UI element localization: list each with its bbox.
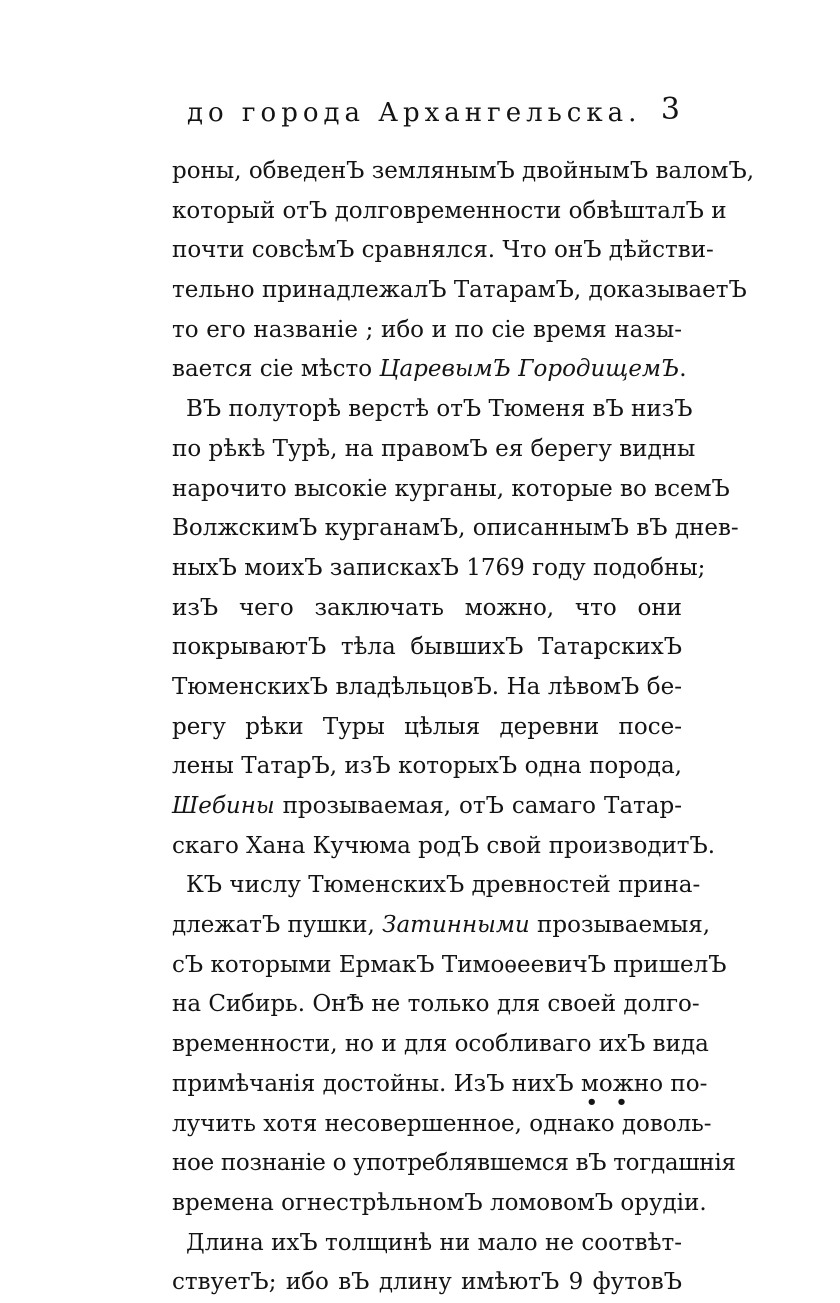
text-line: ное познаніе о употреблявшемся вЪ тогдашнія (172, 1150, 736, 1177)
text-line: временности, но и для особливаго ихЪ вида (172, 1031, 709, 1058)
line-text: прозываемая, отЪ самаго Татар- (274, 793, 682, 819)
text-line: ствуетЪ; ибо вЪ длину имѣютЪ 9 футовЪ (172, 1269, 682, 1296)
italic-phrase: Шебины (172, 793, 275, 819)
text-line: по рѣкѣ Турѣ, на правомЪ ея берегу видны (172, 435, 696, 462)
italic-phrase: Затинными (382, 912, 530, 939)
text-line: то его названіе ; ибо и по сіе время назы- (172, 316, 682, 343)
text-line: роны, обведенЪ землянымЪ двойнымЪ валомЪ, (172, 158, 755, 184)
text-line: нарочито высокіе курганы, которые во всемЪ (172, 475, 730, 502)
text-line: скаго Хана Кучюма родЪ свой производитЪ. (172, 832, 716, 859)
line-text: вается сіе мѣсто (172, 356, 380, 383)
text-line: изЪ чего заключать можно, что они (172, 594, 682, 621)
text-line: ТюменскихЪ владѣльцовЪ. На лѣвомЪ бе- (172, 673, 682, 700)
text-line: лучить хотя несовершенное, однако доволь- (172, 1110, 712, 1137)
text-line: на Сибирь. ОнѢ не только для своей долго- (172, 991, 700, 1018)
text-line: лены ТатарЪ, изЪ которыхЪ одна порода, (172, 753, 682, 780)
text-line: тельно принадлежалЪ ТатарамЪ, доказываетЪ (172, 277, 747, 304)
text-line: времена огнестрѣльномЪ ломовомЪ орудіи. (172, 1189, 707, 1216)
text-line: примѣчанія достойны. ИзЪ нихЪ можно по- (172, 1070, 708, 1097)
text-line (172, 787, 682, 827)
text-line: сЪ которыми ЕрмакЪ ТимоѳеевичЪ пришелЪ (172, 951, 727, 978)
text-line: покрываютЪ тѣла бывшихЪ ТатарскихЪ (172, 634, 682, 661)
text-line: ВЪ полуторѣ верстѣ отЪ Тюменя вЪ низЪ (186, 396, 693, 423)
line-text: . (679, 356, 687, 383)
italic-phrase: ЦаревымЪ ГородищемЪ (379, 356, 680, 383)
text-line: ВолжскимЪ курганамЪ, описаннымЪ вЪ днев- (172, 515, 739, 542)
signature-mark: • • (586, 1092, 634, 1113)
text-line: КЪ числу ТюменскихЪ древностей прина- (186, 872, 701, 899)
running-title: до города Архангельска. (187, 98, 642, 128)
text-line: ныхЪ моихЪ запискахЪ 1769 году подобны; (172, 554, 706, 581)
running-head (175, 92, 680, 132)
line-text: длежатЪ пушки, (172, 912, 383, 939)
text-line (172, 906, 711, 946)
text-line: Длина ихЪ толщинѣ ни мало не соотвѣт- (186, 1229, 682, 1256)
text-line: почти совсѣмЪ сравнялся. Что онЪ дѣйстви- (172, 237, 714, 264)
body-text (172, 152, 755, 1303)
text-line (172, 350, 687, 390)
text-line: регу рѣки Туры цѣлыя деревни посе- (172, 713, 682, 740)
page-number: 3 (660, 92, 680, 127)
line-text: прозываемыя, (529, 912, 711, 939)
text-line: который отЪ долговременности обвѣшталЪ и (172, 197, 727, 224)
